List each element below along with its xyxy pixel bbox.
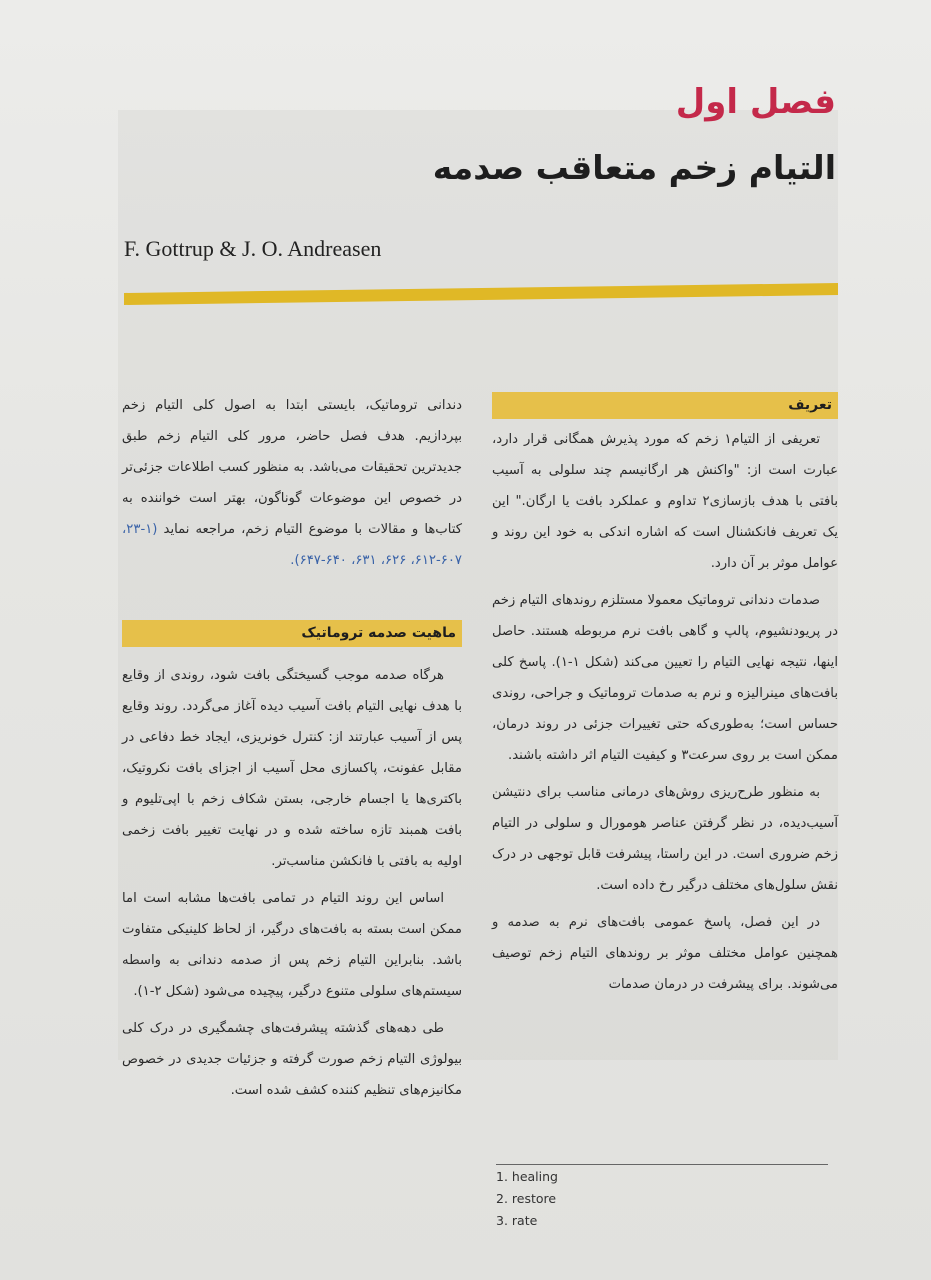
paragraph: در این فصل، پاسخ عمومی بافت‌های نرم به صدمه و همچنین عوامل مختلف موثر بر روندهای التیام زخم توصیف می‌شوند. برای پیشرفت در درمان صدمات <box>492 915 838 992</box>
paragraph: صدمات دندانی تروماتیک معمولا مستلزم روندهای التیام زخم در پریودنشیوم، پالپ و گاهی بافت نرم مربوطه هستند. حاصل اینها، نتیجه نهایی التیام را تعیین می‌کند (شکل ۱-۱). پاسخ کلی بافت‌های مینرالیزه و نرم به صدمات تروماتیک و جراحی، روندی حساس است؛ به‌طوری‌که حتی تغییرات جزئی در روند درمان، ممکن است بر روی سرعت۳ و کیفیت التیام اثر داشته باشند. <box>492 593 838 763</box>
footnote: 1. healing <box>496 1169 558 1184</box>
paragraph: هرگاه صدمه موجب گسیختگی بافت شود، روندی از وقایع با هدف نهایی التیام بافت آسیب دیده آغاز می‌گردد. روند وقایع پس از آسیب عبارتند از: کنترل خونریزی، ایجاد خط دفاعی در مقابل عفونت، پاکسازی محل آسیب از اجزای بافت نکروتیک، باکتری‌ها یا اجسام خارجی، بستن شکاف زخم با اپی‌تلیوم و بافت همبند تازه ساخته شده و در نهایت تغییر بافت زخمی اولیه به بافتی با فانکشن مناسب‌تر. <box>122 668 462 869</box>
section-heading-definition: تعریف <box>492 392 838 419</box>
chapter-label: فصل اول <box>675 82 836 122</box>
chapter-title: التیام زخم متعاقب صدمه <box>432 148 836 187</box>
paragraph: تعریفی از التیام۱ زخم که مورد پذیرش همگانی قرار دارد، عبارت است از: "واکنش هر ارگانیسم چند سلولی به آسیب بافتی با هدف بازسازی۲ تداوم و عملکرد بافت یا ارگان." این یک تعریف فانکشنال است که اشاره اندکی به خود این روند و عوامل موثر بر آن دارد. <box>492 432 838 571</box>
footnote: 3. rate <box>496 1213 538 1228</box>
section-heading-nature: ماهیت صدمه تروماتیک <box>122 620 462 647</box>
paragraph <box>122 390 462 576</box>
right-column <box>492 424 838 1006</box>
left-column-top <box>122 390 462 582</box>
paragraph: به منظور طرح‌ریزی روش‌های درمانی مناسب برای دنتیشن آسیب‌دیده، در نظر گرفتن عناصر هومورال و سلولی در التیام زخم ضروری است. در این راستا، پیشرفت قابل توجهی در درک نقش سلول‌های مختلف درگیر رخ داده است. <box>492 785 838 893</box>
paragraph: اساس این روند التیام در تمامی بافت‌ها مشابه است اما ممکن است بسته به بافت‌های درگیر، از لحاظ کلینیکی متفاوت باشد. بنابراین التیام زخم پس از صدمه دندانی به واسطه سیستم‌های سلولی متنوع درگیر، پیچیده می‌شود (شکل ۲-۱). <box>122 891 462 999</box>
footnotes <box>496 1166 826 1232</box>
paragraph-text: دندانی تروماتیک، بایستی ابتدا به اصول کلی التیام زخم بپردازیم. هدف فصل حاضر، مرور کلی التیام زخم طبق جدیدترین تحقیقات می‌باشد. به منظور کسب اطلاعات جزئی‌تر در خصوص این موضوعات گوناگون، بهتر است خواننده به کتاب‌ها و مقالات با موضوع التیام زخم، مراجعه نماید <box>122 398 462 537</box>
reference-list: (۱-۲۳، ۶۰۷-۶۱۲، ۶۲۶، ۶۳۱، ۶۴۰-۶۴۷). <box>122 522 462 568</box>
authors: F. Gottrup & J. O. Andreasen <box>124 236 382 261</box>
footnote: 2. restore <box>496 1191 557 1206</box>
paragraph: طی دهه‌های گذشته پیشرفت‌های چشمگیری در درک کلی بیولوژی التیام زخم صورت گرفته و جزئیات جدیدی در خصوص مکانیزم‌های تنظیم کننده کشف شده است. <box>122 1021 462 1098</box>
footnote-divider <box>496 1164 828 1165</box>
left-column-bottom <box>122 660 462 1112</box>
